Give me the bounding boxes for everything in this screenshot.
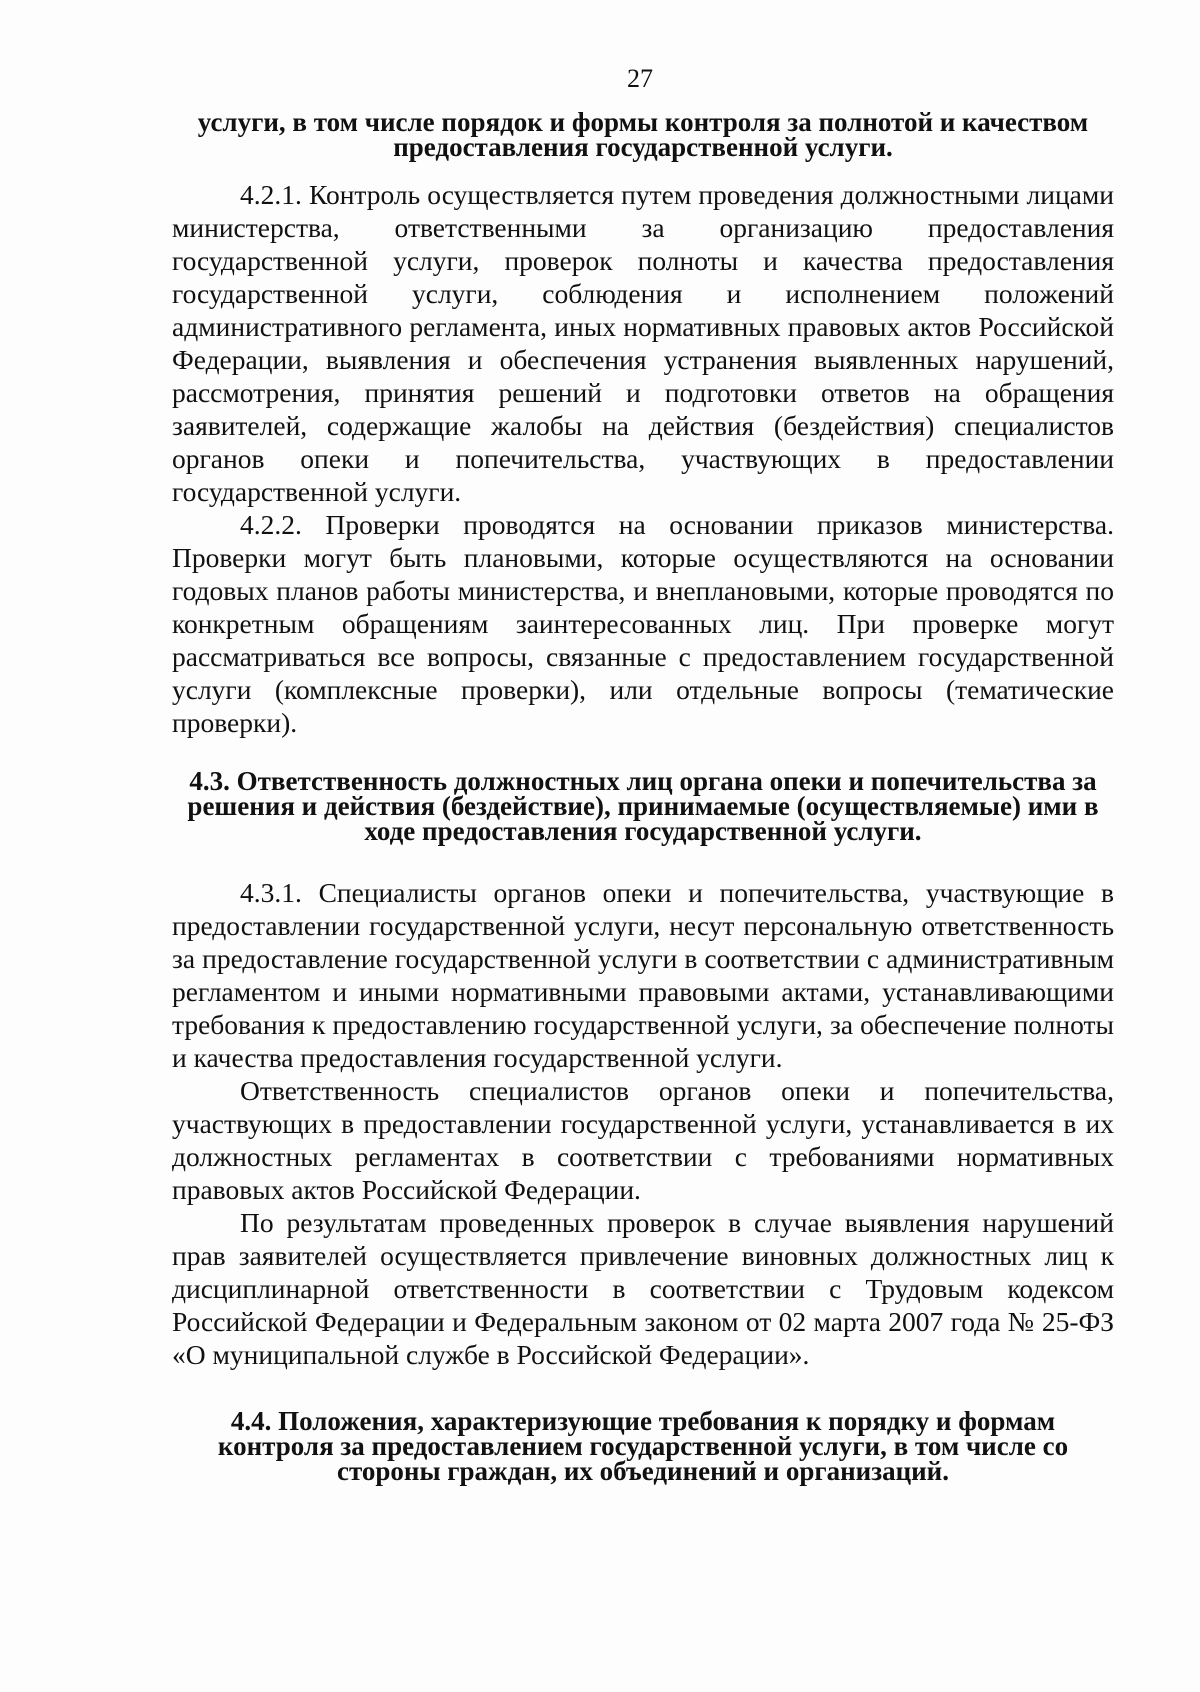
document-body	[172, 107, 1114, 1486]
paragraph-results: По результатам проведенных проверок в случае выявления нарушений прав заявителей осуществляется привлечение виновных должностных лиц к дисциплинарной ответственности в соответствии с Трудовым кодексом Российской Федерации и Федеральным законом от 02 марта 2007 года № 25-ФЗ «О муниципальной службе в Российской Федерации».	[172, 1207, 1114, 1370]
paragraph-4-3-1: 4.3.1. Специалисты органов опеки и попечительства, участвующие в предоставлении государственной услуги, несут персональную ответственность за предоставление государственной услуги в соответствии с административным регламентом и иными нормативными правовыми актами, устанавливающими требования к предоставлению государственной услуги, за обеспечение полноты и качества предоставления государственной услуги.	[172, 877, 1114, 1073]
paragraph-4-2-2: 4.2.2. Проверки проводятся на основании приказов министерства. Проверки могут быть плановыми, которые осуществляются на основании годовых планов работы министерства, и внеплановыми, которые проводятся по конкретным обращениям заинтересованных лиц. При проверке могут рассматриваться все вопросы, связанные с предоставлением государственной услуги (комплексные проверки), или отдельные вопросы (тематические проверки).	[172, 509, 1114, 738]
paragraph-4-2-1: 4.2.1. Контроль осуществляется путем проведения должностными лицами министерства, ответственными за организацию предоставления государственной услуги, проверок полноты и качества предоставления государственной услуги, соблюдения и исполнением положений административного регламента, иных нормативных правовых актов Российской Федерации, выявления и обеспечения устранения выявленных нарушений, рассмотрения, принятия решений и подготовки ответов на обращения заявителей, содержащие жалобы на действия (бездействия) специалистов органов опеки и попечительства, участвующих в предоставлении государственной услуги.	[172, 179, 1114, 507]
section-heading-continuation: услуги, в том числе порядок и формы контроля за полнотой и качеством предоставления государственной услуги.	[197, 107, 1089, 162]
page-number: 27	[627, 64, 653, 93]
paragraph-responsibility: Ответственность специалистов органов опеки и попечительства, участвующих в предоставлении государственной услуги, устанавливается в их должностных регламентах в соответствии с требованиями нормативных правовых актов Российской Федерации.	[172, 1075, 1114, 1205]
section-heading-4-4: 4.4. Положения, характеризующие требования к порядку и формам контроля за предоставлением государственной услуги, в том числе со стороны граждан, их объединений и организаций.	[217, 1406, 1069, 1486]
section-heading-4-3: 4.3. Ответственность должностных лиц органа опеки и попечительства за решения и действия (бездействие), принимаемые (осуществляемые) ими в ходе предоставления государственной услуги.	[187, 766, 1099, 846]
